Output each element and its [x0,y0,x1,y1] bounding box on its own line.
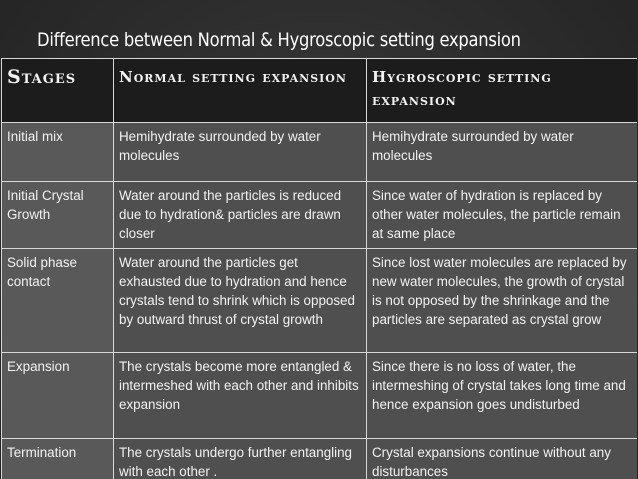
stage-cell: Initial mix [2,123,114,182]
normal-cell: Water around the particles is reduced due to hydration& particles are drawn closer [114,182,367,249]
comparison-table-container [1,58,637,479]
normal-cell: Water around the particles get exhausted due to hydration and hence crystals tend to shrink which is opposed by outward thrust of crystal growth [114,249,367,353]
header-hygroscopic-setting-expansion: Hygroscopic setting expansion [367,59,638,123]
header-row [2,59,638,123]
header-normal-setting-expansion: Normal setting expansion [114,59,367,123]
hygroscopic-cell: Crystal expansions continue without any disturbances [367,439,638,479]
hygroscopic-cell: Since there is no loss of water, the intermeshing of crystal takes long time and hence expansion goes undisturbed [367,353,638,439]
hygroscopic-cell: Since water of hydration is replaced by other water molecules, the particle remain at same place [367,182,638,249]
comparison-table [1,58,637,479]
stage-cell: Termination [2,439,114,479]
stage-cell: Expansion [2,353,114,439]
stage-cell: Initial Crystal Growth [2,182,114,249]
normal-cell: The crystals become more entangled & intermeshed with each other and inhibits expansion [114,353,367,439]
slide-title: Difference between Normal & Hygroscopic setting expansion [37,29,521,51]
table-row [2,249,638,353]
table-row [2,353,638,439]
hygroscopic-cell: Since lost water molecules are replaced by new water molecules, the growth of crystal is not opposed by the shrinkage and the particles are separated as crystal grow [367,249,638,353]
stage-cell: Solid phase contact [2,249,114,353]
table-row [2,182,638,249]
normal-cell: The crystals undergo further entangling with each other . [114,439,367,479]
hygroscopic-cell: Hemihydrate surrounded by water molecules [367,123,638,182]
normal-cell: Hemihydrate surrounded by water molecules [114,123,367,182]
table-row [2,123,638,182]
header-stages: Stages [2,59,114,123]
table-row [2,439,638,479]
